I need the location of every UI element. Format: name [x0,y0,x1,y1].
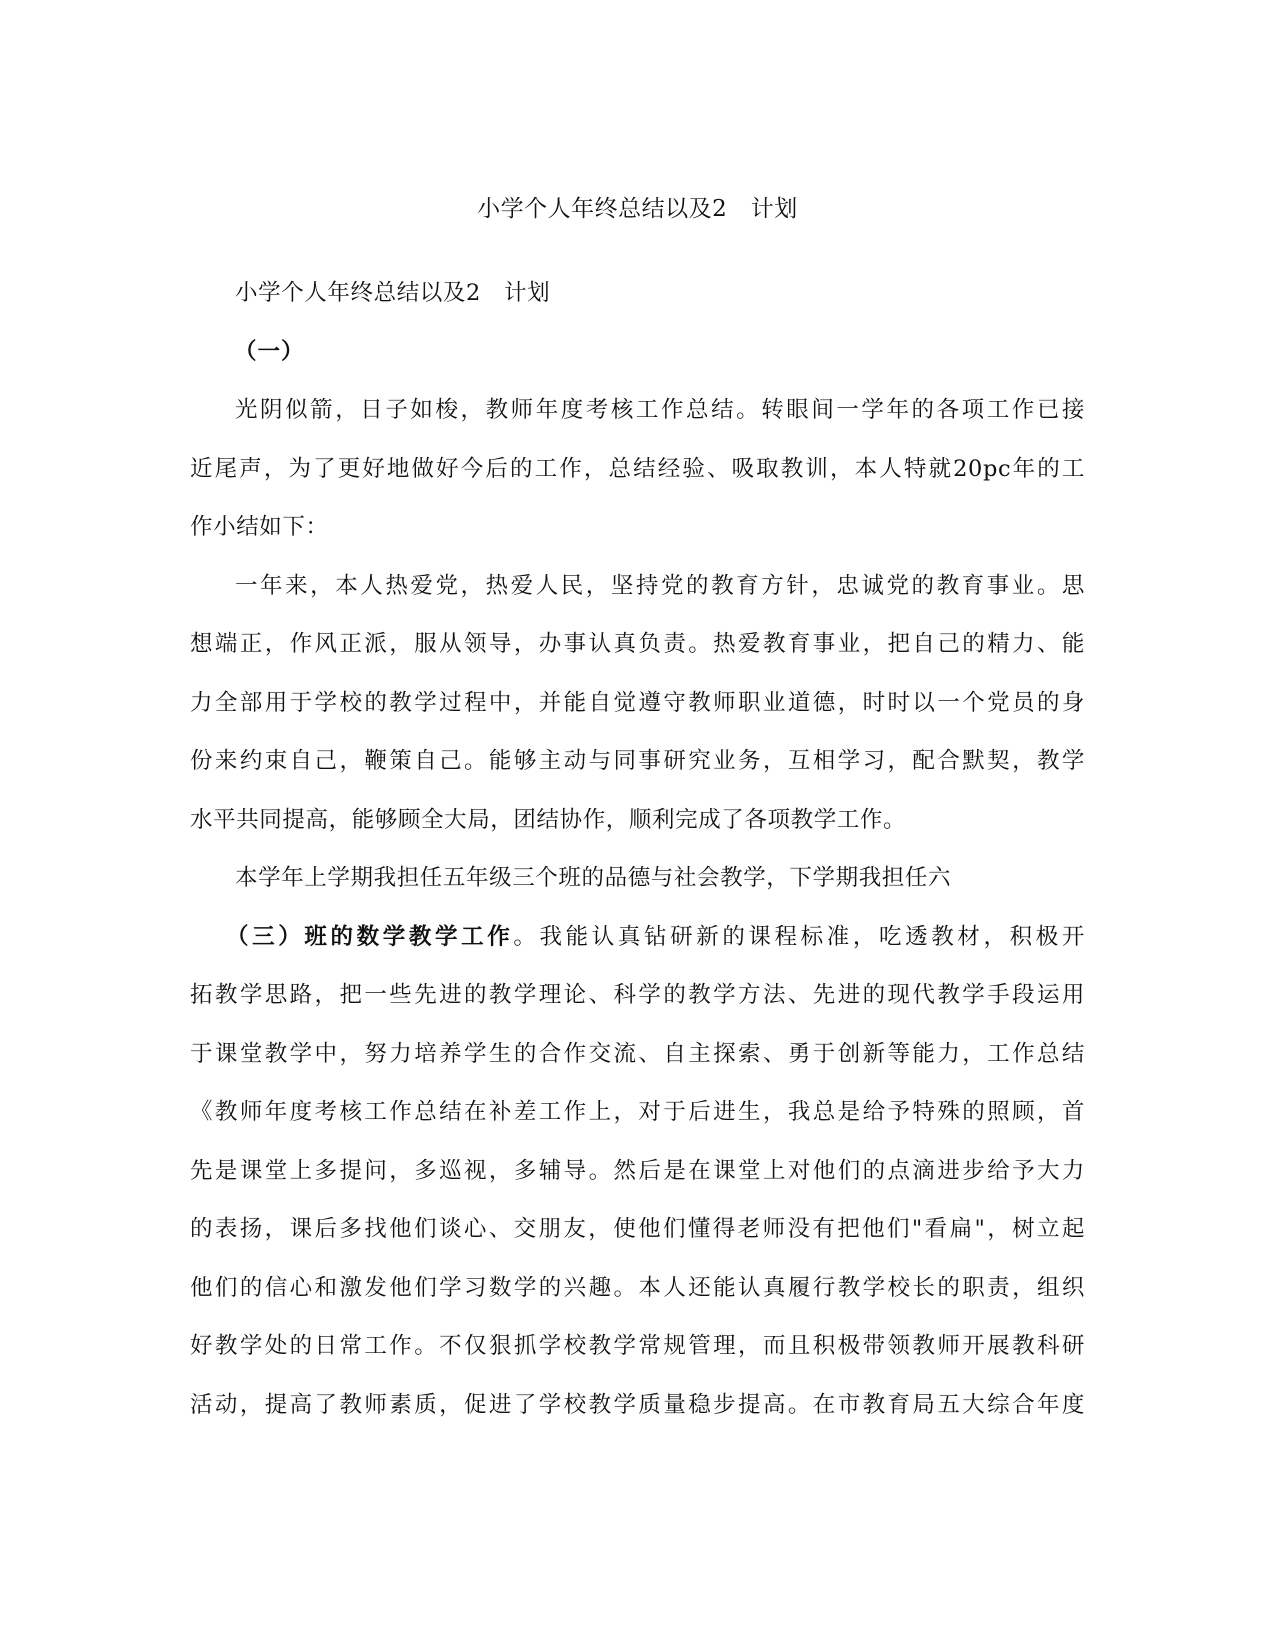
paragraph-4 [190,908,1085,1435]
paragraph-line: 活动，提高了教师素质，促进了学校教学质量稳步提高。在市教育局五大综合年度 [190,1391,1085,1418]
paragraph-line: 一年来，本人热爱党，热爱人民，坚持党的教育方针，忠诚党的教育事业。思 [235,572,1085,599]
paragraph-line: 于课堂教学中，努力培养学生的合作交流、自主探索、勇于创新等能力，工作总结 [190,1040,1085,1067]
paragraph-first-line [190,908,1085,967]
paragraph-2 [190,557,1085,850]
document-subtitle [190,264,1085,323]
paragraph-line: 好教学处的日常工作。不仅狠抓学校教学常规管理，而且积极带领教师开展教科研 [190,1333,1085,1359]
paragraph-line: 近尾声，为了更好地做好今后的工作，总结经验、吸取教训，本人特就20pc年的工 [190,455,1085,482]
paragraph-1 [190,381,1085,557]
paragraph-line: 光阴似箭，日子如梭，教师年度考核工作总结。转眼间一学年的各项工作已接 [235,397,1085,423]
paragraph-line: 想端正，作风正派，服从领导，办事认真负责。热爱教育事业，把自己的精力、能 [190,631,1085,657]
subtitle-text: 小学个人年终总结以及2 计划 [235,280,551,306]
paragraph-line: 先是课堂上多提问，多巡视，多辅导。然后是在课堂上对他们的点滴进步给予大力 [190,1157,1085,1184]
paragraph-line: 力全部用于学校的教学过程中，并能自觉遵守教师职业道德，时时以一个党员的身 [190,689,1085,716]
bold-lead-text: （三）班的数学教学工作 [226,923,514,950]
first-line-rest: 。我能认真钻研新的课程标准，吃透教材，积极开 [513,923,1085,950]
paragraph-line: 的表扬，课后多找他们谈心、交朋友，使他们懂得老师没有把他们"看扁"，树立起 [190,1216,1085,1242]
section-heading-one: （一） [234,338,305,365]
paragraph-line: 水平共同提高，能够顾全大局，团结协作，顺利完成了各项教学工作。 [190,806,907,833]
paragraph-3 [190,849,1085,908]
document-body [190,264,1085,1434]
paragraph-line: 他们的信心和激发他们学习数学的兴趣。本人还能认真履行教学校长的职责，组织 [190,1274,1085,1301]
document-title: 小学个人年终总结以及2 计划 [477,196,798,222]
paragraph-line: 本学年上学期我担任五年级三个班的品德与社会教学，下学期我担任六 [235,865,952,891]
paragraph-line: 《教师年度考核工作总结在补差工作上，对于后进生，我总是给予特殊的照顾，首 [190,1099,1085,1125]
paragraph-line: 份来约束自己，鞭策自己。能够主动与同事研究业务，互相学习，配合默契，教学 [190,748,1085,774]
paragraph-line: 作小结如下： [190,514,329,540]
paragraph-line: 拓教学思路，把一些先进的教学理论、科学的教学方法、先进的现代教学手段运用 [190,982,1085,1008]
